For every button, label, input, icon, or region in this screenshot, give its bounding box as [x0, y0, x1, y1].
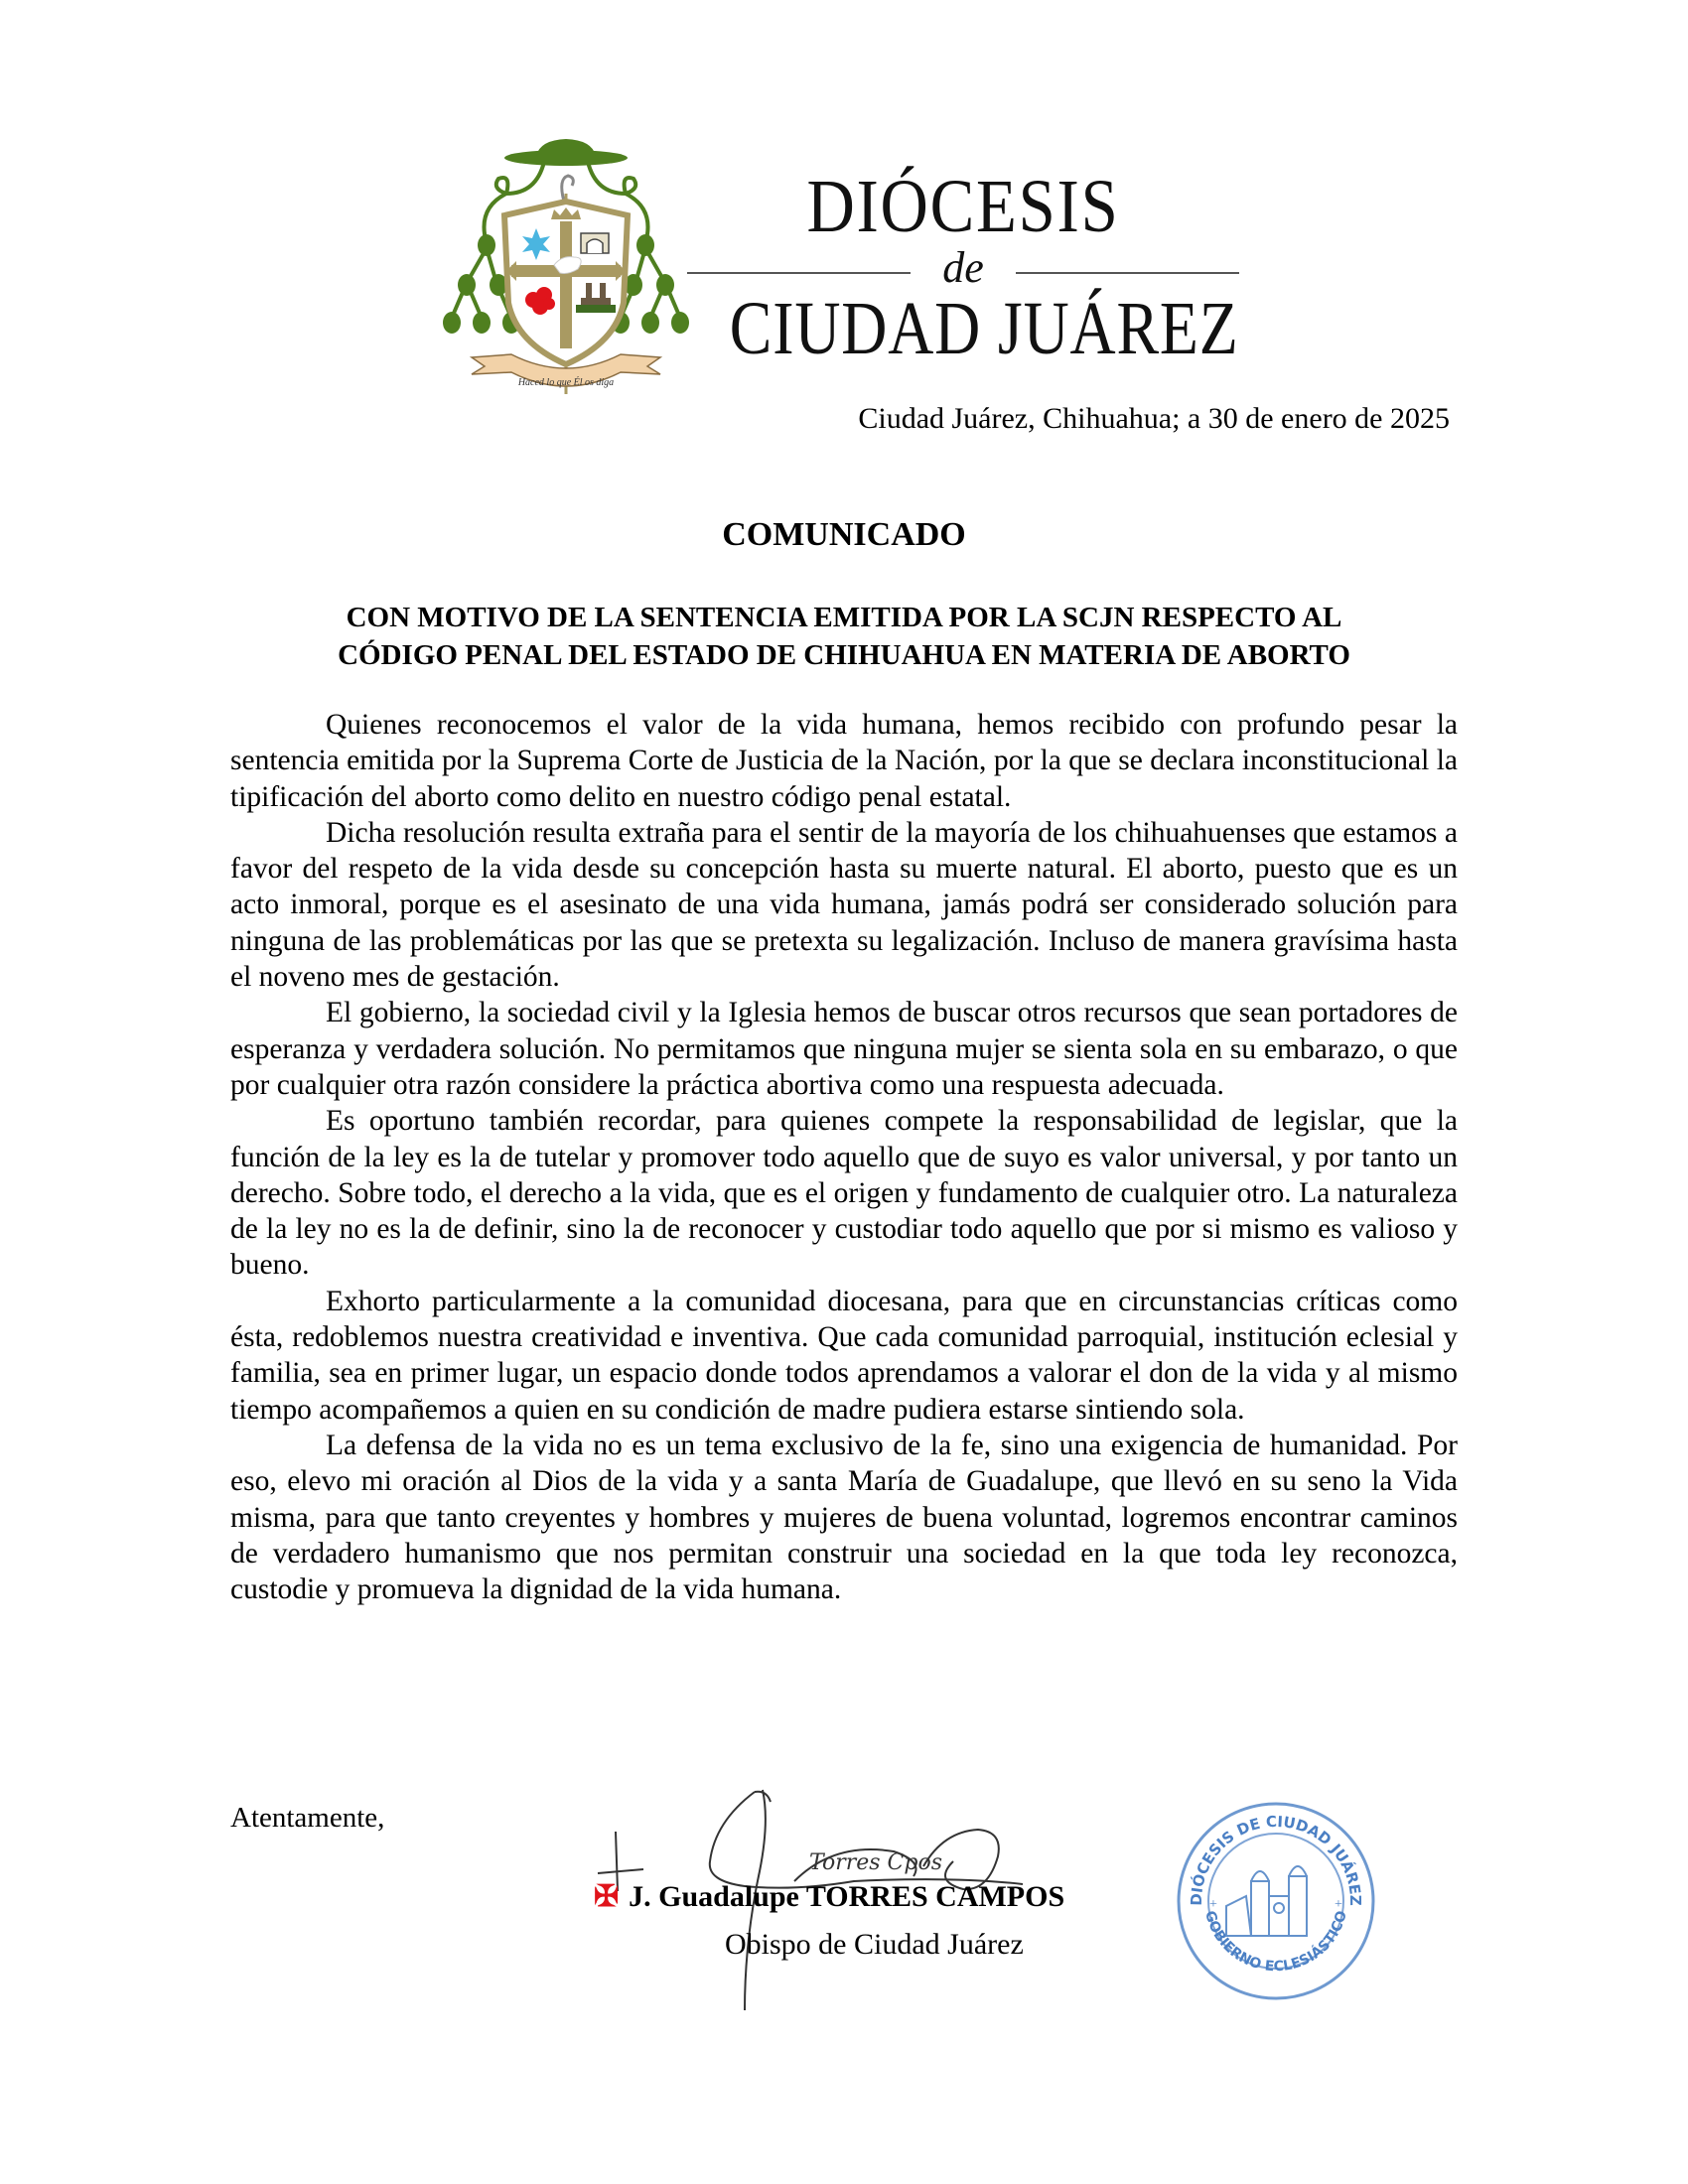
paragraph: Quienes reconocemos el valor de la vida humana, hemos recibido con profundo pesar la sentencia emitida por la Suprema Corte de Justicia de la Nación, por la que se declara inconstitucional la tipificación del aborto como delito en nuestro código penal estatal.	[230, 709, 1458, 813]
document-title: COMUNICADO	[722, 516, 966, 553]
galero-hat-crown	[536, 139, 596, 156]
signer-name-text: J. Guadalupe TORRES CAMPOS	[629, 1880, 1065, 1913]
arch-icon	[581, 233, 609, 253]
crozier	[562, 176, 574, 202]
coat-of-arms-logo	[437, 134, 695, 402]
motto-text: Haced lo que Él os diga	[517, 377, 615, 388]
document-subtitle	[228, 599, 1460, 674]
divider-line-right	[1016, 272, 1239, 274]
brand-line-ciudad-juarez: CIUDAD JUÁREZ	[729, 287, 1239, 370]
brand-line-diocesis: DIÓCESIS	[806, 165, 1120, 248]
divider-line-left	[687, 272, 911, 274]
paragraph: Exhorto particularmente a la comunidad diocesana, para que en circunstancias críticas como ésta, redoblemos nuestra creatividad e inventiva. Que cada comunidad parroquial, institución eclesial y familia, sea en primer lugar, un espacio donde todos aprendamos a valorar el don de la vida y al mismo tiempo acompañemos a quien en su condición de madre pudiera estarse sintiendo sola.	[230, 1285, 1458, 1426]
subtitle-line-1: CON MOTIVO DE LA SENTENCIA EMITIDA POR LA SCJN RESPECTO AL	[346, 602, 1342, 633]
brand-line-de: de	[942, 243, 984, 292]
signer-title: Obispo de Ciudad Juárez	[725, 1928, 1024, 1961]
seal-bottom-text: GOBIERNO ECLESIÁSTICO	[1201, 1909, 1350, 1976]
seal-cross-left: +	[1209, 1897, 1217, 1912]
paragraph: La defensa de la vida no es un tema exclusivo de la fe, sino una exigencia de humanidad. Por eso, elevo mi oración al Dios de la vida y a santa María de Guadalupe, que llevó en su seno la Vida misma, para que tanto creyentes y hombres y mujeres de buena voluntad, logremos encontrar caminos de verdadero humanismo que nos permitan construir una sociedad en la que toda ley reconozca, custodie y promueva la dignidad de la vida humana.	[230, 1429, 1458, 1606]
paragraph: Dicha resolución resulta extraña para el sentir de la mayoría de los chihuahuenses que estamos a favor del respeto de la vida desde su concepción hasta su muerte natural. El aborto, puesto que es un acto inmoral, porque es el asesinato de una vida humana, jamás podrá ser considerado solución para ninguna de las problemáticas por las que se pretexta su legalización. Incluso de manera gravísima hasta el noveno mes de gestación.	[230, 816, 1458, 994]
signer-name	[594, 1879, 1064, 1914]
dateline: Ciudad Juárez, Chihuahua; a 30 de enero de 2025	[858, 402, 1450, 435]
seal-top-text: DIÓCESIS DE CIUDAD JUÁREZ	[1187, 1812, 1365, 1906]
subtitle-line-2: CÓDIGO PENAL DEL ESTADO DE CHIHUAHUA EN MATERIA DE ABORTO	[338, 639, 1350, 671]
seal-cathedral-icon	[1226, 1866, 1307, 1936]
paragraph: El gobierno, la sociedad civil y la Iglesia hemos de buscar otros recursos que sean portadores de esperanza y verdadera solución. No permitamos que ninguna mujer se sienta sola en su embarazo, o que por cualquier otra razón considere la práctica abortiva como una respuesta adecuada.	[230, 997, 1458, 1101]
diocese-seal-stamp	[1172, 1797, 1380, 2005]
diocese-wordmark	[685, 165, 1241, 370]
closing-salutation: Atentamente,	[230, 1802, 385, 1834]
paragraph: Es oportuno también recordar, para quienes compete la responsabilidad de legislar, que la función de la ley es la de tutelar y promover todo aquello que de suyo es valor universal, y por tanto un derecho. Sobre todo, el derecho a la vida, que es el origen y fundamento de cualquier otro. La naturaleza de la ley no es la de definir, sino la de reconocer y custodiar todo aquello que por si mismo es valioso y bueno.	[230, 1105, 1458, 1282]
signature-scrawl: Torres Cpos	[809, 1850, 942, 1875]
maltese-cross-icon: ✠	[594, 1880, 620, 1913]
seal-cross-right: +	[1335, 1897, 1342, 1912]
svg-text:GOBIERNO ECLESIÁSTICO	[1201, 1909, 1350, 1975]
letter-body	[230, 707, 1458, 1607]
